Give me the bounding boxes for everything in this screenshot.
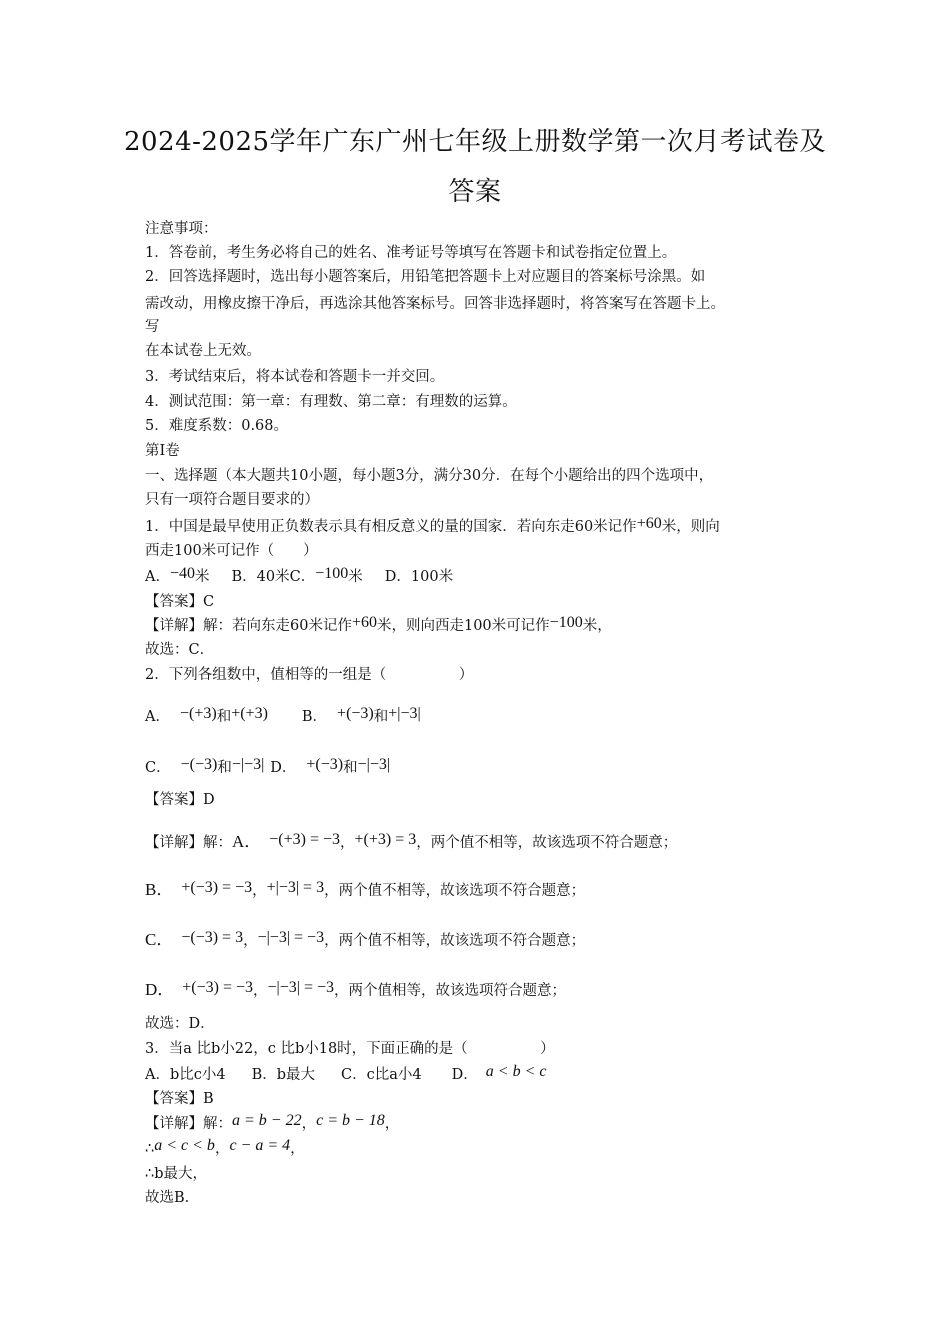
q1-stem-math: +60 bbox=[636, 515, 662, 532]
q3-detail bbox=[145, 1112, 815, 1136]
q2-detail-c-label: C． bbox=[145, 930, 174, 949]
q3-conclusion: 故选B． bbox=[145, 1190, 200, 1206]
note-5: 5．难度系数：0.68。 bbox=[145, 418, 289, 434]
q1-options bbox=[145, 565, 815, 589]
q2-detail-a-label: A． bbox=[232, 832, 262, 851]
q3-option-d-label: D． bbox=[451, 1067, 478, 1083]
q2-option-d-math-2: −|−3| bbox=[357, 756, 391, 773]
note-3: 3．考试结束后，将本试卷和答题卡一并交回。 bbox=[145, 369, 445, 385]
q1-detail-text-end: 米， bbox=[582, 618, 612, 634]
q1-stem-continued: 西走100米可记作（ ） bbox=[145, 543, 318, 559]
q3-step-2: ∴b最大， bbox=[145, 1166, 208, 1182]
q3-step-1-math-2: c − a = 4 bbox=[229, 1137, 291, 1154]
q2-option-a-math-1: −(+3) bbox=[179, 705, 217, 722]
q1-answer: 【答案】C bbox=[145, 594, 215, 610]
q2-detail-a-text: ，两个值不相等，故该选项不符合题意； bbox=[416, 835, 678, 851]
q3-option-d-math: a < b < c bbox=[485, 1063, 547, 1080]
q3-step-1-therefore: ∴ bbox=[145, 1141, 155, 1157]
note-2a: 2．回答选择题时，选出每小题答案后，用铅笔把答题卡上对应题目的答案标号涂黑。如 bbox=[145, 269, 706, 285]
q1-detail-math-2: −100 bbox=[549, 614, 583, 631]
q2-option-c-math-2: −|−3| bbox=[231, 756, 265, 773]
q2-option-c-and: 和 bbox=[217, 760, 232, 776]
q1-option-b: B．40米 bbox=[231, 569, 290, 585]
q2-detail-b-math-2: +|−3| = 3 bbox=[266, 879, 325, 896]
q2-detail-c-text: ，两个值不相等，故该选项不符合题意； bbox=[324, 933, 586, 949]
q3-option-a: A．b比c小4 bbox=[145, 1067, 226, 1083]
q1-option-c-math: −100 bbox=[315, 565, 349, 582]
q1-stem bbox=[145, 515, 815, 539]
q2-detail-b-math-1: +(−3) = −3 bbox=[181, 879, 253, 896]
q2-option-b-math-2: +|−3| bbox=[388, 705, 421, 722]
q2-detail-a-sep: ， bbox=[340, 835, 355, 851]
q2-option-b-math-1: +(−3) bbox=[337, 705, 374, 722]
q2-detail-d-math-1: +(−3) = −3 bbox=[182, 979, 254, 996]
q2-detail-c-math-2: −|−3| = −3 bbox=[257, 929, 325, 946]
q2-detail-c-sep: ， bbox=[243, 933, 258, 949]
q2-detail-prefix: 【详解】解： bbox=[145, 835, 232, 851]
page-title-continued: 答案 bbox=[448, 177, 502, 207]
q2-detail-d-text: ，两个值相等，故该选项符合题意； bbox=[334, 983, 567, 999]
q2-detail-b-sep: ， bbox=[252, 883, 267, 899]
q2-option-a-and: 和 bbox=[216, 709, 232, 725]
q3-step-1-sep: ， bbox=[214, 1141, 230, 1157]
q2-detail-a-math-1: −(+3) = −3 bbox=[269, 831, 341, 848]
q1-stem-text: 1．中国是最早使用正负数表示具有相反意义的量的国家．若向东走60米记作 bbox=[145, 519, 637, 535]
q2-answer: 【答案】D bbox=[145, 792, 215, 808]
note-2d: 在本试卷上无效。 bbox=[145, 343, 261, 359]
q3-detail-math-1: a = b − 22 bbox=[232, 1112, 302, 1129]
q2-option-b-label: B． bbox=[301, 709, 328, 725]
q2-option-d-and: 和 bbox=[343, 760, 358, 776]
q2-conclusion: 故选：D． bbox=[145, 1016, 215, 1032]
q3-detail-end: ， bbox=[384, 1116, 400, 1132]
q3-step-1 bbox=[145, 1137, 815, 1161]
q3-detail-math-2: c = b − 18 bbox=[316, 1112, 385, 1129]
q2-option-d-label: D． bbox=[270, 760, 297, 776]
note-2c: 写 bbox=[145, 319, 160, 335]
q3-detail-prefix: 【详解】解： bbox=[145, 1116, 232, 1132]
q2-detail-d-math-2: −|−3| = −3 bbox=[267, 979, 335, 996]
q2-detail-d-label: D． bbox=[145, 980, 175, 999]
q3-answer: 【答案】B bbox=[145, 1091, 214, 1107]
q1-option-c-unit: 米 bbox=[348, 569, 363, 585]
q1-option-c-label: C． bbox=[289, 569, 316, 585]
q2-detail-a bbox=[145, 830, 815, 855]
note-2b: 需改动，用橡皮擦干净后，再选涂其他答案标号。回答非选择题时，将答案写在答题卡上。 bbox=[145, 296, 725, 312]
q3-option-b: B．b最大 bbox=[251, 1067, 316, 1083]
q2-detail-b bbox=[145, 878, 815, 903]
q2-detail-c-math-1: −(−3) = 3 bbox=[181, 929, 244, 946]
q3-detail-sep: ， bbox=[301, 1116, 317, 1132]
q1-option-a-unit: 米 bbox=[195, 569, 210, 585]
q1-detail-text: 【详解】解：若向东走60米记作 bbox=[145, 618, 352, 634]
note-4: 4．测试范围：第一章：有理数、第二章：有理数的运算。 bbox=[145, 394, 517, 410]
q2-stem: 2．下列各组数中，值相等的一组是（ ） bbox=[145, 667, 474, 683]
q1-option-a-math: −40 bbox=[169, 565, 196, 582]
q1-option-d: D．100米 bbox=[384, 569, 454, 585]
volume-label: 第Ⅰ卷 bbox=[145, 443, 180, 459]
q1-detail-math-1: +60 bbox=[351, 614, 377, 631]
q1-detail bbox=[145, 614, 815, 638]
q2-option-a-math-2: +(+3) bbox=[231, 705, 268, 722]
q2-option-d-math-1: +(−3) bbox=[306, 756, 344, 773]
q1-detail-text-mid: 米，则向西走100米可记作 bbox=[376, 618, 550, 634]
q2-detail-b-text: ，两个值不相等，故该选项不符合题意； bbox=[324, 883, 586, 899]
q2-options-ab bbox=[145, 705, 815, 729]
q3-options bbox=[145, 1063, 815, 1087]
q2-detail-c bbox=[145, 928, 815, 953]
part1-heading: 一、选择题（本大题共10小题，每小题3分，满分30分．在每个小题给出的四个选项中， bbox=[145, 468, 714, 484]
q2-detail-d-sep: ， bbox=[253, 983, 268, 999]
q2-option-b-and: 和 bbox=[373, 709, 389, 725]
q2-option-c-label: C． bbox=[145, 760, 171, 776]
q2-detail-a-math-2: +(+3) = 3 bbox=[354, 831, 417, 848]
q2-options-cd bbox=[145, 756, 815, 780]
q3-option-c: C．c比a小4 bbox=[341, 1067, 422, 1083]
part1-heading-continued: 只有一项符合题目要求的） bbox=[145, 492, 319, 508]
q2-option-a-label: A． bbox=[145, 709, 170, 725]
q2-option-c-math-1: −(−3) bbox=[180, 756, 218, 773]
q3-step-1-math-1: a < c < b bbox=[154, 1137, 215, 1154]
q2-detail-b-label: B． bbox=[145, 880, 174, 899]
page-title: 2024-2025学年广东广州七年级上册数学第一次月考试卷及 bbox=[123, 127, 827, 157]
q1-option-a-label: A． bbox=[145, 569, 170, 585]
notes-heading: 注意事项： bbox=[145, 221, 218, 237]
q1-conclusion: 故选：C． bbox=[145, 642, 215, 658]
q3-step-1-end: ， bbox=[290, 1141, 305, 1157]
q2-detail-d bbox=[145, 978, 815, 1003]
q3-stem: 3．当a 比b小22，c 比b小18时，下面正确的是（ ） bbox=[145, 1041, 555, 1057]
q1-stem-text-end: 米，则向 bbox=[661, 519, 720, 535]
note-1: 1．答卷前，考生务必将自己的姓名、准考证号等填写在答题卡和试卷指定位置上。 bbox=[145, 245, 677, 261]
